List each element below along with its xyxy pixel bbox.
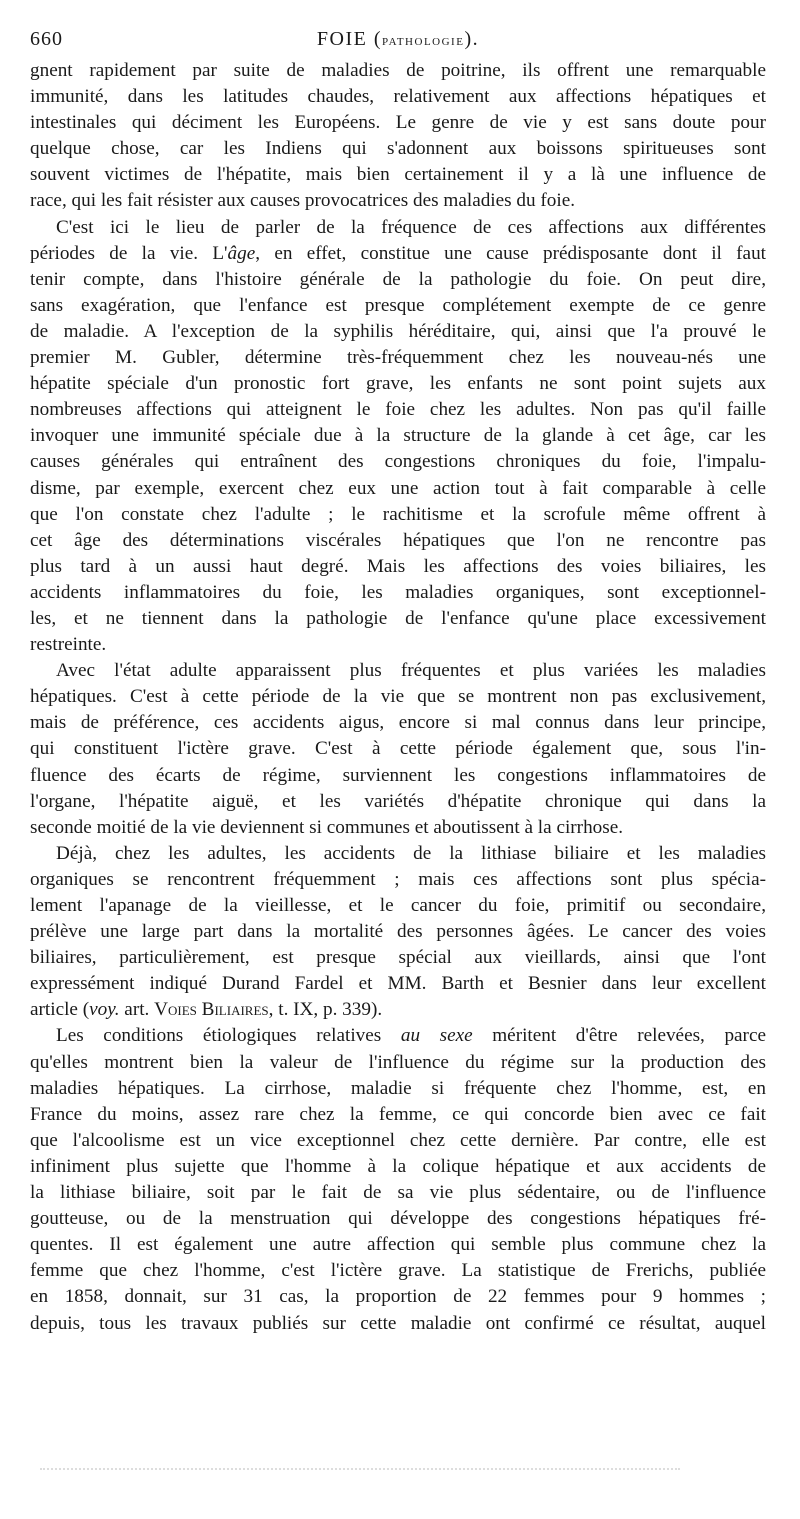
text-line: de maladie. A l'exception de la syphilis héréditaire, qui, ainsi que l'a prouvé le (30, 320, 766, 342)
text-line: seconde moitié de la vie deviennent si communes et aboutissent à la cirrhose. (30, 816, 624, 838)
text-line (30, 997, 766, 1023)
text-line: immunité, dans les latitudes chaudes, relativement aux affections hépatiques et (30, 86, 766, 108)
text-line: prélève une large part dans la mortalité des personnes âgées. Le cancer des voies (30, 921, 766, 943)
text-line: quelque chose, car les Indiens qui s'adonnent aux boissons spiritueuses sont (30, 138, 766, 160)
text-line: que l'on constate chez l'adulte ; le rachitisme et la scrofule même offrent à (30, 503, 766, 525)
text-run: Les conditions étiologiques relatives (56, 1025, 401, 1047)
body-text (30, 58, 766, 1337)
text-line (30, 1023, 766, 1049)
text-run: , t. IX, p. 339). (268, 999, 383, 1021)
text-line: race, qui les fait résister aux causes provocatrices des maladies du foie. (30, 190, 576, 212)
text-line: invoquer une immunité spéciale due à la structure de la glande à cet âge, car les (30, 425, 766, 447)
text-line: quentes. Il est également une autre affection qui semble plus commune chez la (30, 1234, 766, 1256)
text-line: goutteuse, ou de la menstruation qui développe des congestions hépatiques fré- (30, 1208, 766, 1230)
text-line: causes générales qui entraînent des congestions chroniques du foie, l'impalu- (30, 451, 766, 473)
running-head (30, 28, 766, 51)
text-line: femme que chez l'homme, c'est l'ictère grave. La statistique de Frerichs, publiée (30, 1260, 766, 1282)
text-line: que l'alcoolisme est un vice exceptionnel chez cette dernière. Par contre, elle est (30, 1129, 766, 1151)
text-line: qu'elles montrent bien la valeur de l'influence du régime sur la production des (30, 1051, 766, 1073)
text-line: expressément indiqué Durand Fardel et MM. Barth et Besnier dans leur excellent (30, 973, 766, 995)
text-line: souvent victimes de l'hépatite, mais bien certainement il y a là une influence de (30, 164, 766, 186)
text-line: disme, par exemple, exercent chez eux une action tout à fait comparable à celle (30, 477, 766, 499)
emphasis-au-sexe: au sexe (400, 1025, 473, 1047)
page-number: 660 (30, 28, 63, 50)
text-line: accidents inflammatoires du foie, les maladies organiques, sont exceptionnel- (30, 581, 766, 603)
running-head-close: ). (464, 28, 480, 50)
text-line: nombreuses affections qui atteignent le foie chez les adultes. Non pas qu'il faille (30, 399, 766, 421)
text-line: fluence des écarts de régime, surviennent les congestions inflammatoires de (30, 764, 766, 786)
text-line: tenir compte, dans l'histoire générale de la pathologie du foie. On peut dire, (30, 268, 766, 290)
text-line: organiques se rencontrent fréquemment ; mais ces affections sont plus spécia- (30, 868, 766, 890)
text-line: premier M. Gubler, détermine très-fréquemment chez les nouveau-nés une (30, 347, 766, 369)
text-line: l'organe, l'hépatite aiguë, et les variétés d'hépatite chronique qui dans la (30, 790, 766, 812)
emphasis-voy: voy. (89, 999, 120, 1021)
text-line: infiniment plus sujette que l'homme à la colique hépatique et aux accidents de (30, 1155, 766, 1177)
text-line: sans exagération, que l'enfance est presque complétement exempte de ce genre (30, 294, 766, 316)
text-line: mais de préférence, ces accidents aigus, encore si mal connus dans leur principe, (30, 712, 766, 734)
running-head-main: FOIE ( (316, 28, 382, 50)
text-line: en 1858, donnait, sur 31 cas, la proportion de 22 femmes pour 9 hommes ; (30, 1286, 766, 1308)
text-line: restreinte. (30, 634, 107, 656)
running-head-small-caps: pathologie (382, 32, 465, 49)
text-run: article ( (30, 999, 90, 1021)
text-line: la lithiase biliaire, soit par le fait de sa vie plus sédentaire, ou de l'influence (30, 1182, 766, 1204)
text-line (30, 241, 766, 267)
small-caps-voies-biliaires: Voies Biliaires (154, 999, 269, 1021)
text-line: cet âge des déterminations viscérales hépatiques que l'on ne rencontre pas (30, 529, 766, 551)
text-line: plus tard à un aussi haut degré. Mais les affections des voies biliaires, les (30, 555, 766, 577)
text-run: périodes de la vie. L' (30, 242, 228, 264)
text-line: gnent rapidement par suite de maladies de poitrine, ils offrent une remarquable (30, 60, 766, 81)
text-line: Déjà, chez les adultes, les accidents de la lithiase biliaire et les maladies (56, 842, 766, 864)
text-line: C'est ici le lieu de parler de la fréquence de ces affections aux différentes (56, 216, 766, 238)
text-line: hépatiques. C'est à cette période de la vie que se montrent non pas exclusivement, (30, 686, 766, 708)
text-run: , en effet, constitue une cause prédisposante dont il faut (255, 242, 766, 264)
text-line: biliaires, particulièrement, est presque spécial aux vieillards, ainsi que l'ont (30, 947, 766, 969)
text-run: méritent d'être relevées, parce (472, 1025, 766, 1047)
text-line: depuis, tous les travaux publiés sur cette maladie ont confirmé ce résultat, auquel (30, 1312, 766, 1334)
text-line: les, et ne tiennent dans la pathologie de l'enfance qu'une place excessivement (30, 607, 766, 629)
text-line: qui constituent l'ictère grave. C'est à cette période également que, sous l'in- (30, 738, 766, 760)
text-line: lement l'apanage de la vieillesse, et le cancer du foie, primitif ou secondaire, (30, 895, 766, 916)
emphasis-age: âge (227, 242, 256, 264)
document-page (30, 28, 766, 1337)
text-line: France du moins, assez rare chez la femme, ce qui concorde bien avec ce fait (30, 1103, 766, 1125)
bleed-through-trace (40, 1468, 680, 1478)
text-line: hépatite spéciale d'un pronostic fort grave, les enfants ne sont point sujets aux (30, 373, 766, 395)
text-line: maladies hépatiques. La cirrhose, maladie si fréquente chez l'homme, est, en (30, 1077, 766, 1099)
text-run: art. (119, 999, 155, 1021)
text-line: Avec l'état adulte apparaissent plus fréquentes et plus variées les maladies (56, 660, 766, 682)
text-line: intestinales qui déciment les Européens. Le genre de vie y est sans doute pour (30, 112, 766, 134)
page-header (30, 28, 766, 58)
